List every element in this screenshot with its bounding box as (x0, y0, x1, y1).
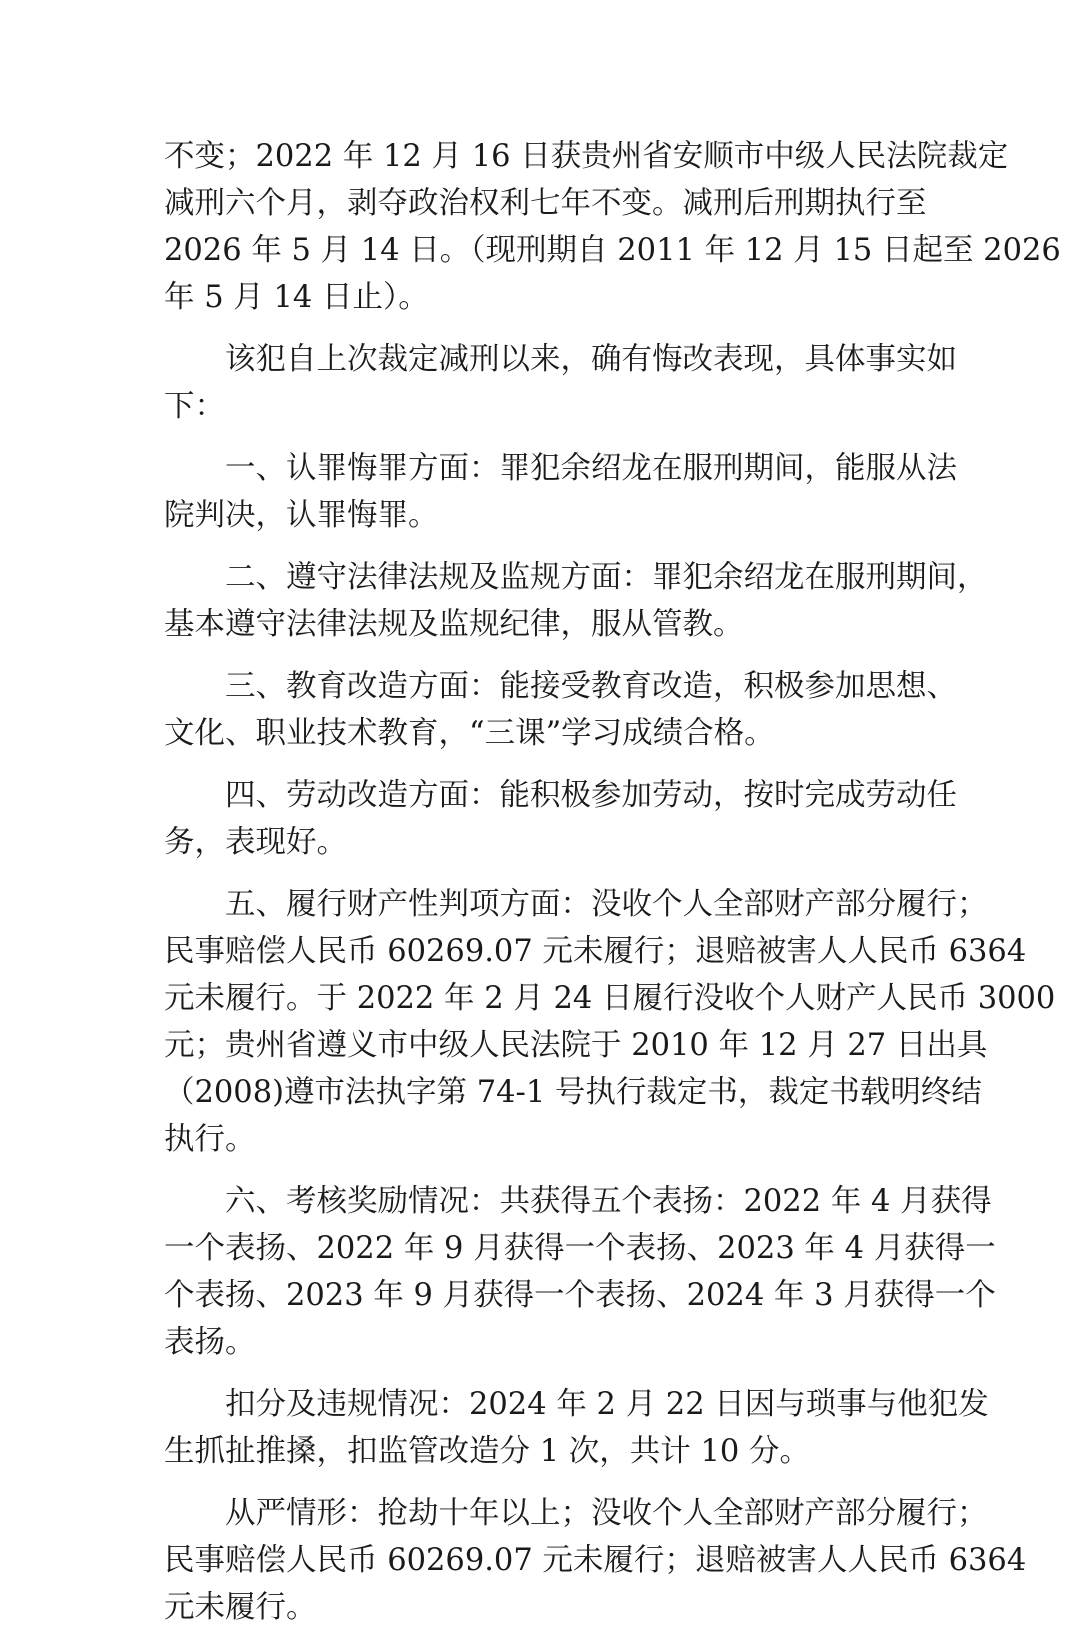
text-line: 2026 年 5 月 14 日。（现刑期自 2011 年 12 月 15 日起至 2026 (164, 233, 1061, 268)
paragraph-strict-circumstances (164, 1490, 1027, 1631)
paragraph-repentance-intro (164, 336, 957, 430)
text-line: 元；贵州省遵义市中级人民法院于 2010 年 12 月 27 日出具 (164, 1028, 988, 1063)
text-line: （2008)遵市法执字第 74-1 号执行裁定书，裁定书载明终结 (164, 1075, 982, 1110)
text-line: 元未履行。于 2022 年 2 月 24 日履行没收个人财产人民币 3000 (164, 981, 1056, 1016)
text-line: 该犯自上次裁定减刑以来，确有悔改表现，具体事实如 (225, 342, 957, 377)
paragraph-law-compliance (164, 554, 988, 648)
text-line: 个表扬、2023 年 9 月获得一个表扬、2024 年 3 月获得一个 (164, 1278, 996, 1313)
text-line: 三、教育改造方面：能接受教育改造，积极参加思想、 (225, 669, 957, 704)
text-line: 年 5 月 14 日止）。 (164, 280, 429, 315)
text-line: 表扬。 (164, 1325, 256, 1360)
text-line: 一个表扬、2022 年 9 月获得一个表扬、2023 年 4 月获得一 (164, 1231, 996, 1266)
text-line: 六、考核奖励情况：共获得五个表扬：2022 年 4 月获得 (225, 1184, 992, 1219)
text-line: 从严情形：抢劫十年以上；没收个人全部财产部分履行； (225, 1496, 988, 1531)
paragraph-property-judgment (164, 881, 1056, 1163)
text-line: 基本遵守法律法规及监规纪律，服从管教。 (164, 607, 744, 642)
paragraph-rewards (164, 1178, 996, 1366)
text-line: 四、劳动改造方面：能积极参加劳动，按时完成劳动任 (225, 778, 957, 813)
document-body (164, 133, 1061, 1631)
text-line: 民事赔偿人民币 60269.07 元未履行；退赔被害人人民币 6364 (164, 934, 1027, 969)
text-line: 生抓扯推搡，扣监管改造分 1 次，共计 10 分。 (164, 1434, 810, 1469)
text-line: 五、履行财产性判项方面：没收个人全部财产部分履行； (225, 887, 988, 922)
paragraph-violations (164, 1381, 989, 1475)
text-line: 二、遵守法律法规及监规方面：罪犯余绍龙在服刑期间， (225, 560, 988, 595)
paragraph-labor (164, 772, 957, 866)
text-line: 元未履行。 (164, 1590, 317, 1625)
text-line: 不变；2022 年 12 月 16 日获贵州省安顺市中级人民法院裁定 (164, 139, 1009, 174)
paragraph-sentence-continuation (164, 133, 1061, 321)
paragraph-guilt-admission (164, 445, 957, 539)
text-line: 一、认罪悔罪方面：罪犯余绍龙在服刑期间，能服从法 (225, 451, 957, 486)
text-line: 文化、职业技术教育，“三课”学习成绩合格。 (164, 716, 775, 751)
text-line: 减刑六个月，剥夺政治权利七年不变。减刑后刑期执行至 (164, 186, 927, 221)
text-line: 下： (164, 389, 225, 424)
text-line: 院判决，认罪悔罪。 (164, 498, 439, 533)
paragraph-education (164, 663, 957, 757)
text-line: 扣分及违规情况：2024 年 2 月 22 日因与琐事与他犯发 (225, 1387, 989, 1422)
text-line: 民事赔偿人民币 60269.07 元未履行；退赔被害人人民币 6364 (164, 1543, 1027, 1578)
text-line: 执行。 (164, 1122, 256, 1157)
text-line: 务，表现好。 (164, 825, 347, 860)
